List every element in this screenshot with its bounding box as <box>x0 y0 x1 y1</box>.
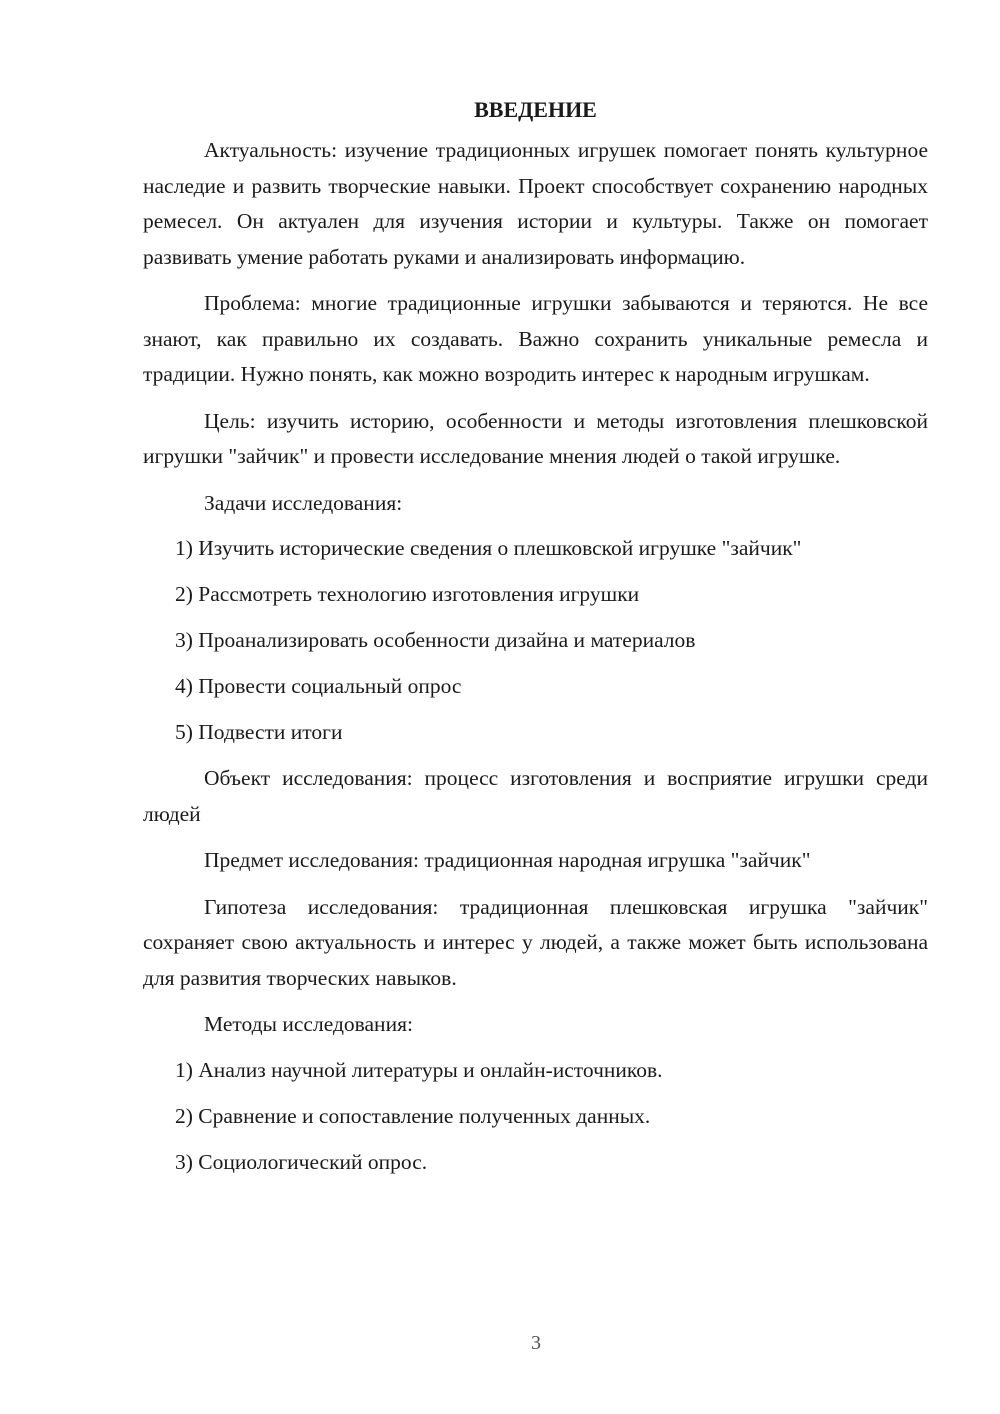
task-item: 1) Изучить исторические сведения о плешковской игрушке "зайчик" <box>175 536 802 560</box>
goal-paragraph: Цель: изучить историю, особенности и методы изготовления плешковской игрушки "зайчик" и провести исследование мнения людей о такой игрушке. <box>143 408 928 468</box>
problem-paragraph: Проблема: многие традиционные игрушки забываются и теряются. Не все знают, как правильно их создавать. Важно сохранить уникальные ремесла и традиции. Нужно понять, как можно возродить интерес к народным игрушкам. <box>143 291 928 386</box>
tasks-heading: Задачи исследования: <box>204 490 403 515</box>
task-item: 2) Рассмотреть технологию изготовления игрушки <box>175 582 640 606</box>
tasks-list <box>143 531 928 751</box>
task-item: 5) Подвести итоги <box>175 720 343 744</box>
object-paragraph: Объект исследования: процесс изготовления и восприятие игрушки среди людей <box>143 766 928 826</box>
relevance-paragraph: Актуальность: изучение традиционных игрушек помогает понять культурное наследие и развить творческие навыки. Проект способствует сохранению народных ремесел. Он актуален для изучения истории и культуры. Также он помогает развивать умение работать руками и анализировать информацию. <box>143 138 928 269</box>
methods-heading: Методы исследования: <box>204 1012 413 1036</box>
subject-paragraph: Предмет исследования: традиционная народная игрушка "зайчик" <box>204 848 811 872</box>
section-title: ВВЕДЕНИЕ <box>474 97 597 122</box>
page-number: 3 <box>531 1332 541 1354</box>
method-item: 3) Социологический опрос. <box>175 1149 428 1174</box>
method-item: 2) Сравнение и сопоставление полученных данных. <box>175 1103 651 1128</box>
document-page <box>143 92 928 1191</box>
method-item: 1) Анализ научной литературы и онлайн-источников. <box>175 1057 663 1082</box>
task-item: 4) Провести социальный опрос <box>175 674 462 698</box>
methods-list <box>143 1053 928 1181</box>
hypothesis-paragraph: Гипотеза исследования: традиционная плешковская игрушка "зайчик" сохраняет свою актуальность и интерес у людей, а также может быть использована для развития творческих навыков. <box>143 894 928 990</box>
task-item: 3) Проанализировать особенности дизайна и материалов <box>175 628 696 652</box>
